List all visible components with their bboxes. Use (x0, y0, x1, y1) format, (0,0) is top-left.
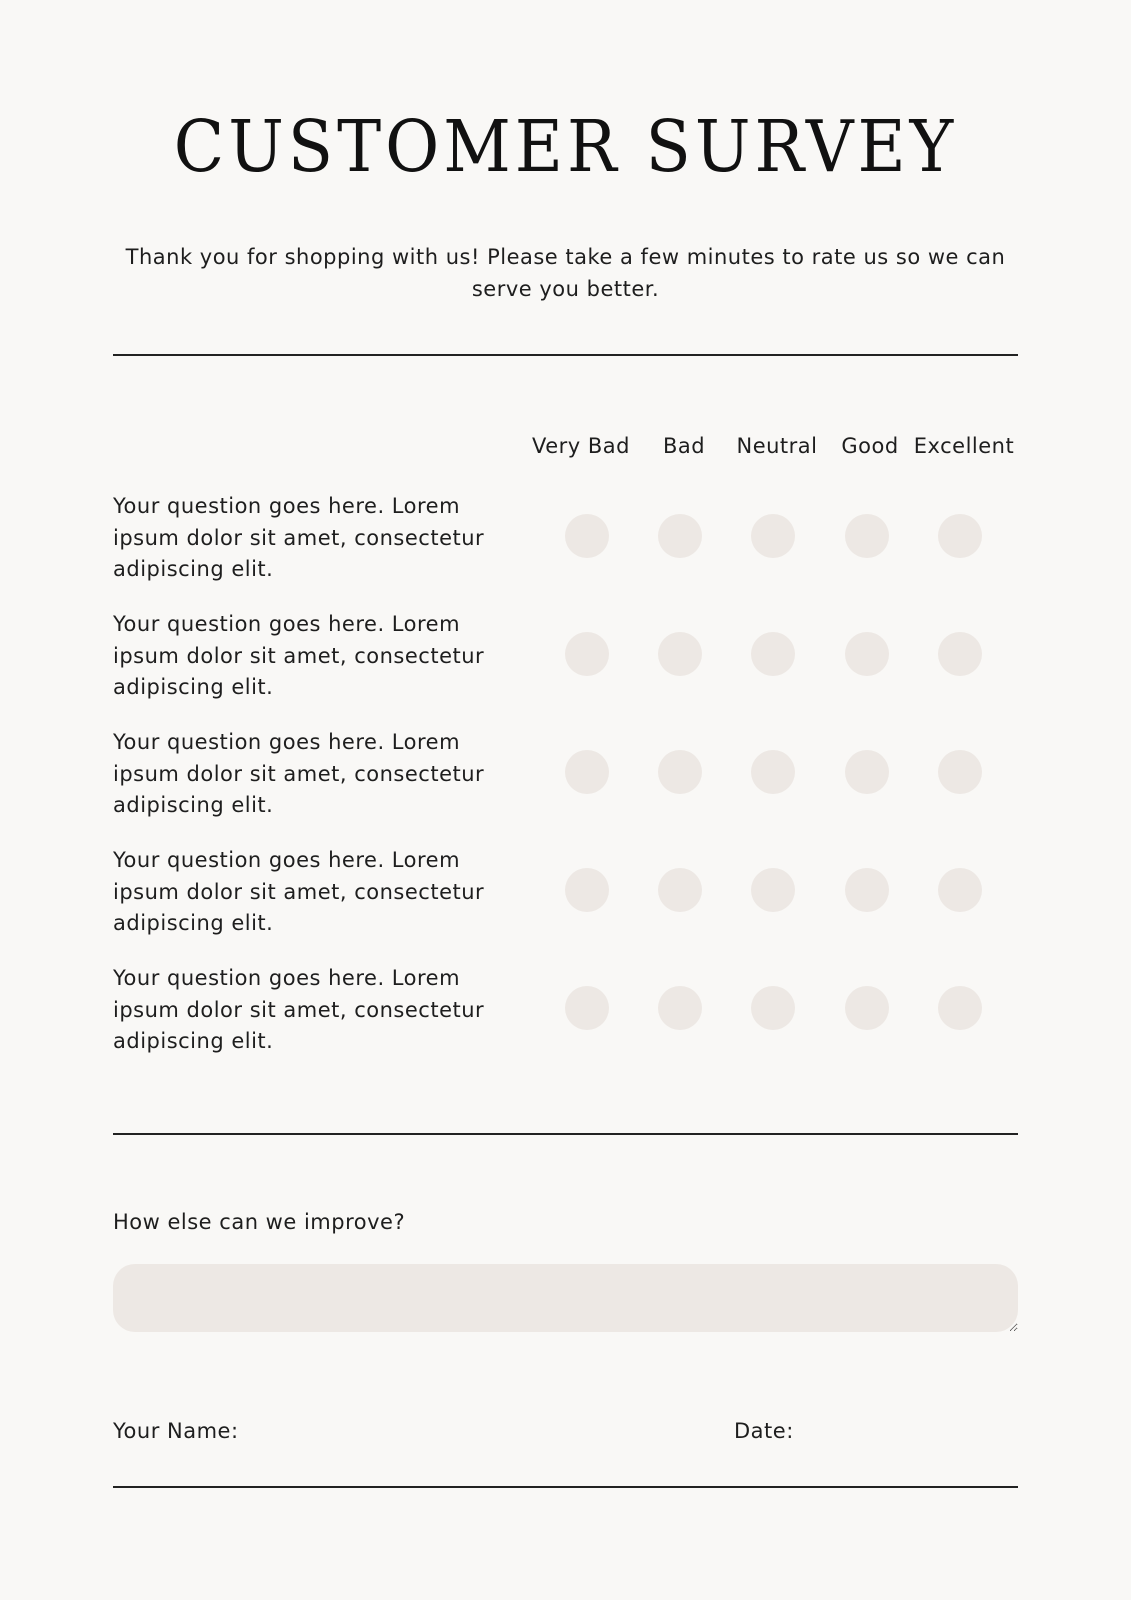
question-1-text: Your question goes here. Lorem ipsum dolor sit amet, consectetur adipiscing elit. (113, 494, 485, 581)
rating-header-bad: Bad (662, 434, 706, 458)
rating-header-very-bad: Very Bad (532, 434, 630, 458)
rating-option-q3-excellent[interactable] (938, 750, 982, 794)
rating-option-q4-neutral[interactable] (751, 868, 795, 912)
question-5-text: Your question goes here. Lorem ipsum dolor sit amet, consectetur adipiscing elit. (113, 966, 485, 1053)
signature-line[interactable] (113, 1486, 1018, 1488)
rating-option-q4-excellent[interactable] (938, 868, 982, 912)
rating-header-neutral: Neutral (736, 434, 818, 458)
rating-option-q1-neutral[interactable] (751, 514, 795, 558)
rating-option-q5-bad[interactable] (658, 986, 702, 1030)
improve-input[interactable] (113, 1264, 1018, 1332)
rating-option-q5-excellent[interactable] (938, 986, 982, 1030)
survey-intro: Thank you for shopping with us! Please take a few minutes to rate us so we can serve you better. (125, 245, 1006, 301)
rating-option-q4-very-bad[interactable] (565, 868, 609, 912)
rating-option-q3-bad[interactable] (658, 750, 702, 794)
rating-option-q5-very-bad[interactable] (565, 986, 609, 1030)
rating-option-q1-very-bad[interactable] (565, 514, 609, 558)
rating-option-q4-bad[interactable] (658, 868, 702, 912)
rating-option-q5-neutral[interactable] (751, 986, 795, 1030)
rating-option-q2-good[interactable] (845, 632, 889, 676)
improve-prompt: How else can we improve? (113, 1210, 406, 1234)
rating-option-q1-good[interactable] (845, 514, 889, 558)
rating-option-q4-good[interactable] (845, 868, 889, 912)
survey-title: CUSTOMER SURVEY (173, 104, 958, 189)
question-3-text: Your question goes here. Lorem ipsum dolor sit amet, consectetur adipiscing elit. (113, 730, 485, 817)
rating-option-q1-excellent[interactable] (938, 514, 982, 558)
middle-divider (113, 1133, 1018, 1135)
rating-option-q3-very-bad[interactable] (565, 750, 609, 794)
name-label: Your Name: (113, 1419, 239, 1443)
rating-header-excellent: Excellent (913, 434, 1015, 458)
rating-option-q1-bad[interactable] (658, 514, 702, 558)
top-divider (113, 354, 1018, 356)
rating-header-good: Good (841, 434, 899, 458)
rating-option-q2-bad[interactable] (658, 632, 702, 676)
rating-option-q5-good[interactable] (845, 986, 889, 1030)
date-label: Date: (734, 1419, 794, 1443)
question-4-text: Your question goes here. Lorem ipsum dolor sit amet, consectetur adipiscing elit. (113, 848, 485, 935)
rating-option-q2-neutral[interactable] (751, 632, 795, 676)
rating-option-q2-excellent[interactable] (938, 632, 982, 676)
rating-option-q3-neutral[interactable] (751, 750, 795, 794)
rating-option-q3-good[interactable] (845, 750, 889, 794)
question-2-text: Your question goes here. Lorem ipsum dolor sit amet, consectetur adipiscing elit. (113, 612, 485, 699)
rating-option-q2-very-bad[interactable] (565, 632, 609, 676)
